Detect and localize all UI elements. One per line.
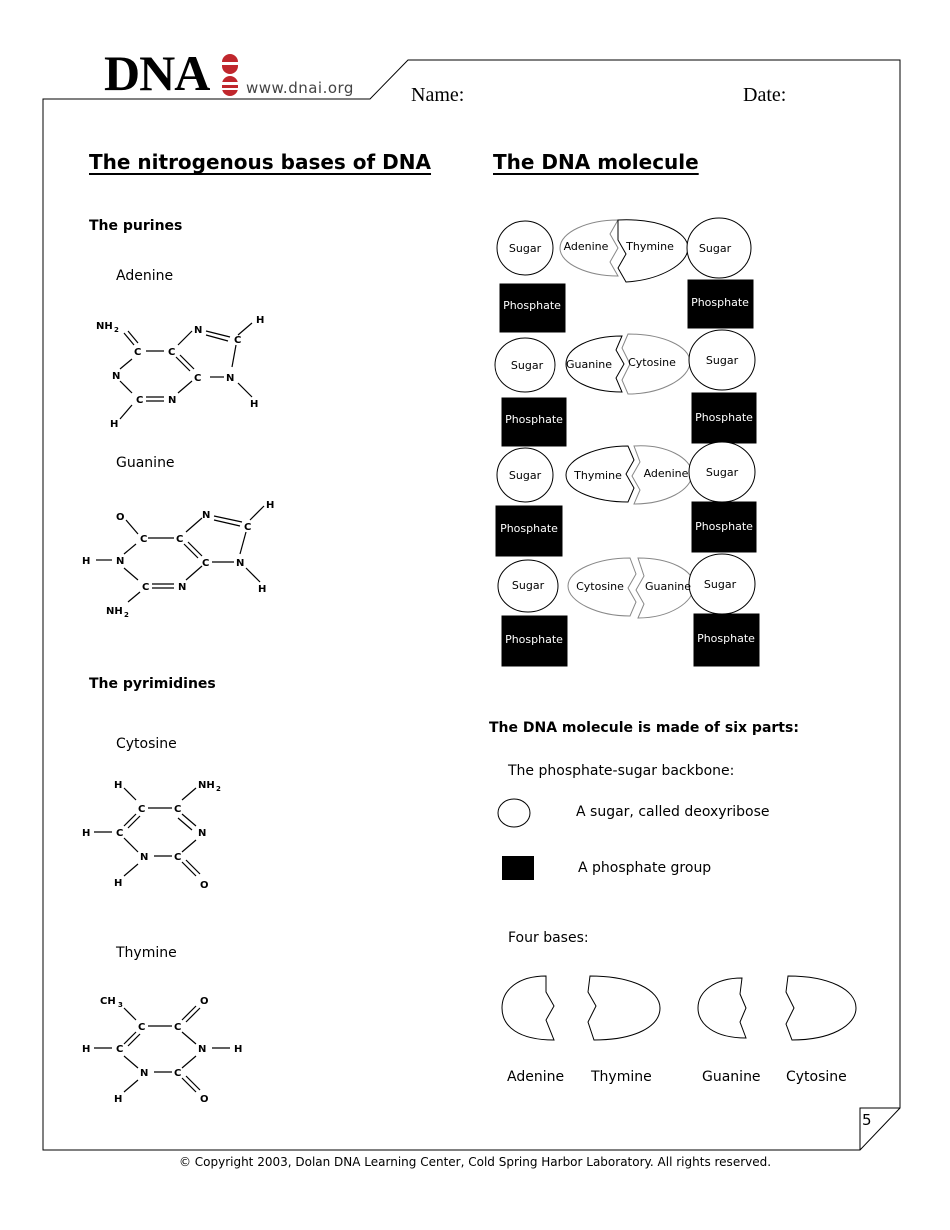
svg-text:H: H: [114, 1094, 123, 1105]
four-bases-shapes: [496, 970, 866, 1050]
svg-text:H: H: [110, 419, 119, 430]
svg-text:N: N: [198, 828, 207, 839]
svg-text:H: H: [114, 878, 123, 889]
svg-text:C: C: [174, 1068, 182, 1079]
dna-molecule-diagram: [490, 210, 770, 680]
sugar-desc: A sugar, called deoxyribose: [576, 804, 770, 820]
sugar-label: Sugar: [705, 466, 739, 479]
base-label: Thymine: [574, 469, 622, 482]
base-name-guanine: Guanine: [702, 1069, 761, 1085]
base-label: Adenine: [643, 467, 689, 480]
phosphate-label: Phosphate: [503, 299, 561, 312]
base-label: Guanine: [565, 358, 613, 371]
pyrimidines-label: The pyrimidines: [89, 676, 216, 692]
base-label: Adenine: [563, 240, 609, 253]
svg-text:C: C: [116, 828, 124, 839]
guanine-structure: [78, 492, 288, 622]
svg-text:N: N: [168, 395, 177, 406]
svg-text:H: H: [82, 556, 91, 567]
cytosine-structure: [78, 772, 238, 892]
svg-text:H: H: [82, 828, 91, 839]
sugar-label: Sugar: [703, 578, 737, 591]
sugar-legend-icon: [496, 797, 532, 829]
svg-text:C: C: [244, 522, 252, 533]
svg-text:C: C: [134, 347, 142, 358]
svg-text:O: O: [200, 1094, 209, 1105]
svg-text:N: N: [194, 325, 203, 336]
base-label: Thymine: [626, 240, 674, 253]
svg-text:NH: NH: [96, 321, 113, 332]
svg-text:N: N: [140, 852, 149, 863]
left-title: The nitrogenous bases of DNA: [89, 150, 432, 174]
svg-text:NH: NH: [198, 780, 215, 791]
svg-text:N: N: [226, 373, 235, 384]
svg-text:C: C: [174, 804, 182, 815]
date-label: Date:: [743, 84, 787, 106]
svg-text:C: C: [116, 1044, 124, 1055]
svg-text:O: O: [116, 512, 125, 523]
svg-text:H: H: [234, 1044, 243, 1055]
phosphate-label: Phosphate: [695, 520, 753, 533]
base-label: Guanine: [644, 580, 692, 593]
svg-text:H: H: [266, 500, 275, 511]
svg-text:H: H: [114, 780, 123, 791]
svg-text:H: H: [256, 315, 265, 326]
copyright: © Copyright 2003, Dolan DNA Learning Center, Cold Spring Harbor Laboratory. All rights reserved.: [178, 1155, 772, 1169]
adenine-name: Adenine: [116, 268, 174, 284]
svg-text:C: C: [202, 558, 210, 569]
svg-text:O: O: [200, 880, 209, 891]
svg-text:NH: NH: [106, 606, 123, 617]
svg-text:C: C: [138, 1022, 146, 1033]
base-label: Cytosine: [628, 356, 676, 369]
four-bases-label: Four bases:: [508, 930, 589, 946]
phosphate-label: Phosphate: [691, 296, 749, 309]
svg-text:N: N: [178, 582, 187, 593]
svg-text:C: C: [174, 852, 182, 863]
svg-text:C: C: [168, 347, 176, 358]
chromosome-icon: [219, 52, 241, 98]
sugar-label: Sugar: [508, 242, 542, 255]
svg-text:C: C: [142, 582, 150, 593]
svg-text:H: H: [258, 584, 267, 595]
svg-text:C: C: [234, 335, 242, 346]
sugar-label: Sugar: [698, 242, 732, 255]
svg-text:C: C: [176, 534, 184, 545]
sugar-label: Sugar: [511, 579, 545, 592]
svg-text:C: C: [194, 373, 202, 384]
sugar-label: Sugar: [508, 469, 542, 482]
cytosine-name: Cytosine: [116, 736, 177, 752]
svg-text:2: 2: [216, 785, 221, 793]
phosphate-label: Phosphate: [500, 522, 558, 535]
svg-text:CH: CH: [100, 996, 116, 1007]
purines-label: The purines: [89, 218, 183, 234]
logo-url: www.dnai.org: [246, 79, 354, 97]
phosphate-label: Phosphate: [695, 411, 753, 424]
svg-text:C: C: [138, 804, 146, 815]
svg-text:N: N: [202, 510, 211, 521]
sugar-label: Sugar: [705, 354, 739, 367]
sugar-label: Sugar: [510, 359, 544, 372]
phosphate-label: Phosphate: [697, 632, 755, 645]
name-label: Name:: [411, 84, 465, 106]
phosphate-label: Phosphate: [505, 633, 563, 646]
base-label: Cytosine: [576, 580, 624, 593]
svg-text:N: N: [116, 556, 125, 567]
adenine-structure: [80, 305, 280, 435]
base-name-thymine: Thymine: [591, 1069, 652, 1085]
svg-text:N: N: [112, 371, 121, 382]
phosphate-legend-icon: [502, 856, 534, 880]
svg-text:2: 2: [114, 326, 119, 334]
base-name-adenine: Adenine: [507, 1069, 565, 1085]
svg-text:C: C: [136, 395, 144, 406]
svg-text:H: H: [82, 1044, 91, 1055]
base-name-cytosine: Cytosine: [786, 1069, 847, 1085]
phosphate-desc: A phosphate group: [578, 860, 712, 876]
svg-text:O: O: [200, 996, 209, 1007]
svg-text:2: 2: [124, 611, 129, 619]
thymine-structure: [78, 990, 258, 1110]
guanine-name: Guanine: [116, 455, 175, 471]
phosphate-label: Phosphate: [505, 413, 563, 426]
logo-text: DNA: [104, 45, 210, 101]
svg-text:3: 3: [118, 1001, 123, 1009]
svg-text:N: N: [140, 1068, 149, 1079]
svg-text:N: N: [236, 558, 245, 569]
parts-title: The DNA molecule is made of six parts:: [489, 720, 799, 736]
svg-text:C: C: [140, 534, 148, 545]
svg-text:C: C: [174, 1022, 182, 1033]
backbone-label: The phosphate-sugar backbone:: [508, 763, 735, 779]
thymine-name: Thymine: [116, 945, 177, 961]
svg-text:N: N: [198, 1044, 207, 1055]
right-title: The DNA molecule: [493, 150, 699, 174]
page-number: 5: [862, 1111, 872, 1129]
svg-text:H: H: [250, 399, 259, 410]
